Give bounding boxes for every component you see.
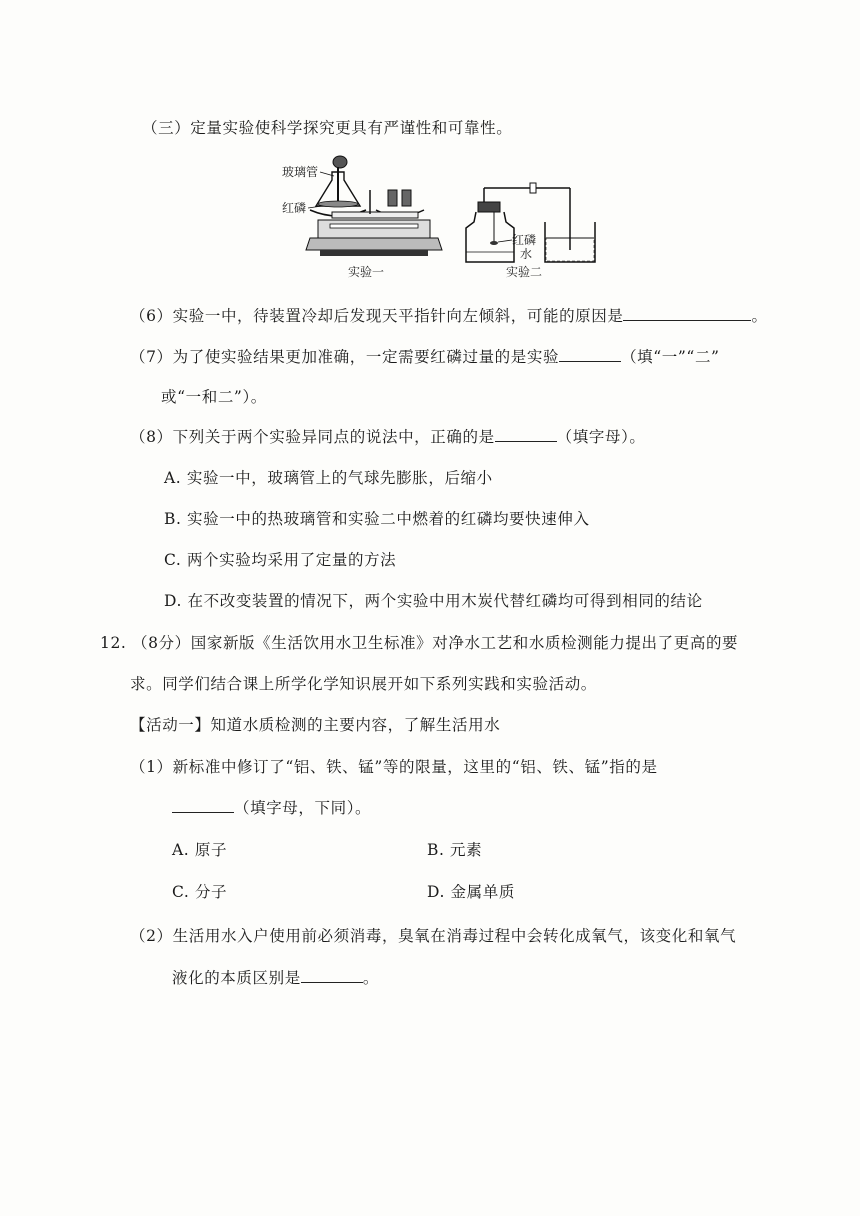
experiment-one-apparatus: [306, 156, 442, 256]
question-7: （7）为了使实验结果更加准确，一定需要红磷过量的是实验 （填“一”“二”: [130, 348, 720, 366]
question-12-intro-line2: 求。同学们结合课上所学化学知识展开如下系列实践和实验活动。: [130, 675, 597, 693]
question-12-1: （1）新标准中修订了“铝、铁、锰”等的限量，这里的“铝、铁、锰”指的是: [130, 758, 658, 776]
option-12-b: B. 元素: [427, 841, 483, 859]
caption-experiment-one: 实验一: [348, 265, 385, 279]
option-12-c: C. 分子: [172, 883, 228, 901]
question-8: （8）下列关于两个实验异同点的说法中，正确的是 （填字母）。: [130, 428, 646, 446]
answer-blank-12-1[interactable]: [172, 798, 234, 813]
question-6-text: （6）实验一中，待装置冷却后发现天平指针向左倾斜，可能的原因是: [130, 307, 624, 325]
question-12-intro: 12. （8分）国家新版《生活饮用水卫生标准》对净水工艺和水质检测能力提出了更高的要: [100, 634, 739, 652]
question-12-1-line2: （填字母，下同）。: [172, 796, 371, 818]
answer-blank-q6[interactable]: [623, 306, 751, 321]
experiment-figure: [270, 150, 600, 285]
answer-blank-q7[interactable]: [559, 347, 621, 362]
label-glass-tube: 玻璃管: [282, 165, 319, 179]
answer-blank-q8[interactable]: [495, 427, 557, 442]
option-12-d: D. 金属单质: [427, 883, 515, 901]
option-d: D. 在不改变装置的情况下，两个实验中用木炭代替红磷均可得到相同的结论: [164, 592, 703, 610]
option-b: B. 实验一中的热玻璃管和实验二中燃着的红磷均要快速伸入: [164, 510, 590, 528]
activity-one-heading: 【活动一】知道水质检测的主要内容，了解生活用水: [130, 716, 501, 734]
label-red-phosphorus-1: 红磷: [282, 201, 307, 215]
question-6: （6）实验一中，待装置冷却后发现天平指针向左倾斜，可能的原因是 。: [130, 307, 768, 325]
option-c: C. 两个实验均采用了定量的方法: [164, 551, 397, 569]
answer-blank-12-2[interactable]: [301, 968, 363, 983]
question-7-line2: 或“一和二”）。: [161, 388, 267, 406]
option-12-a: A. 原子: [172, 841, 228, 859]
question-12-2: （2）生活用水入户使用前必须消毒，臭氧在消毒过程中会转化成氧气，该变化和氧气: [130, 927, 737, 945]
label-water: 水: [520, 247, 533, 261]
question-7-text: （7）为了使实验结果更加准确，一定需要红磷过量的是实验: [130, 348, 560, 366]
question-12-2-line2: 液化的本质区别是 。: [172, 969, 379, 987]
label-red-phosphorus-2: 红磷: [512, 233, 537, 247]
section-heading: （三）定量实验使科学探究更具有严谨性和可靠性。: [142, 119, 513, 137]
option-a: A. 实验一中，玻璃管上的气球先膨胀，后缩小: [164, 469, 493, 487]
question-8-text: （8）下列关于两个实验异同点的说法中，正确的是: [130, 428, 495, 446]
caption-experiment-two: 实验二: [506, 265, 543, 279]
